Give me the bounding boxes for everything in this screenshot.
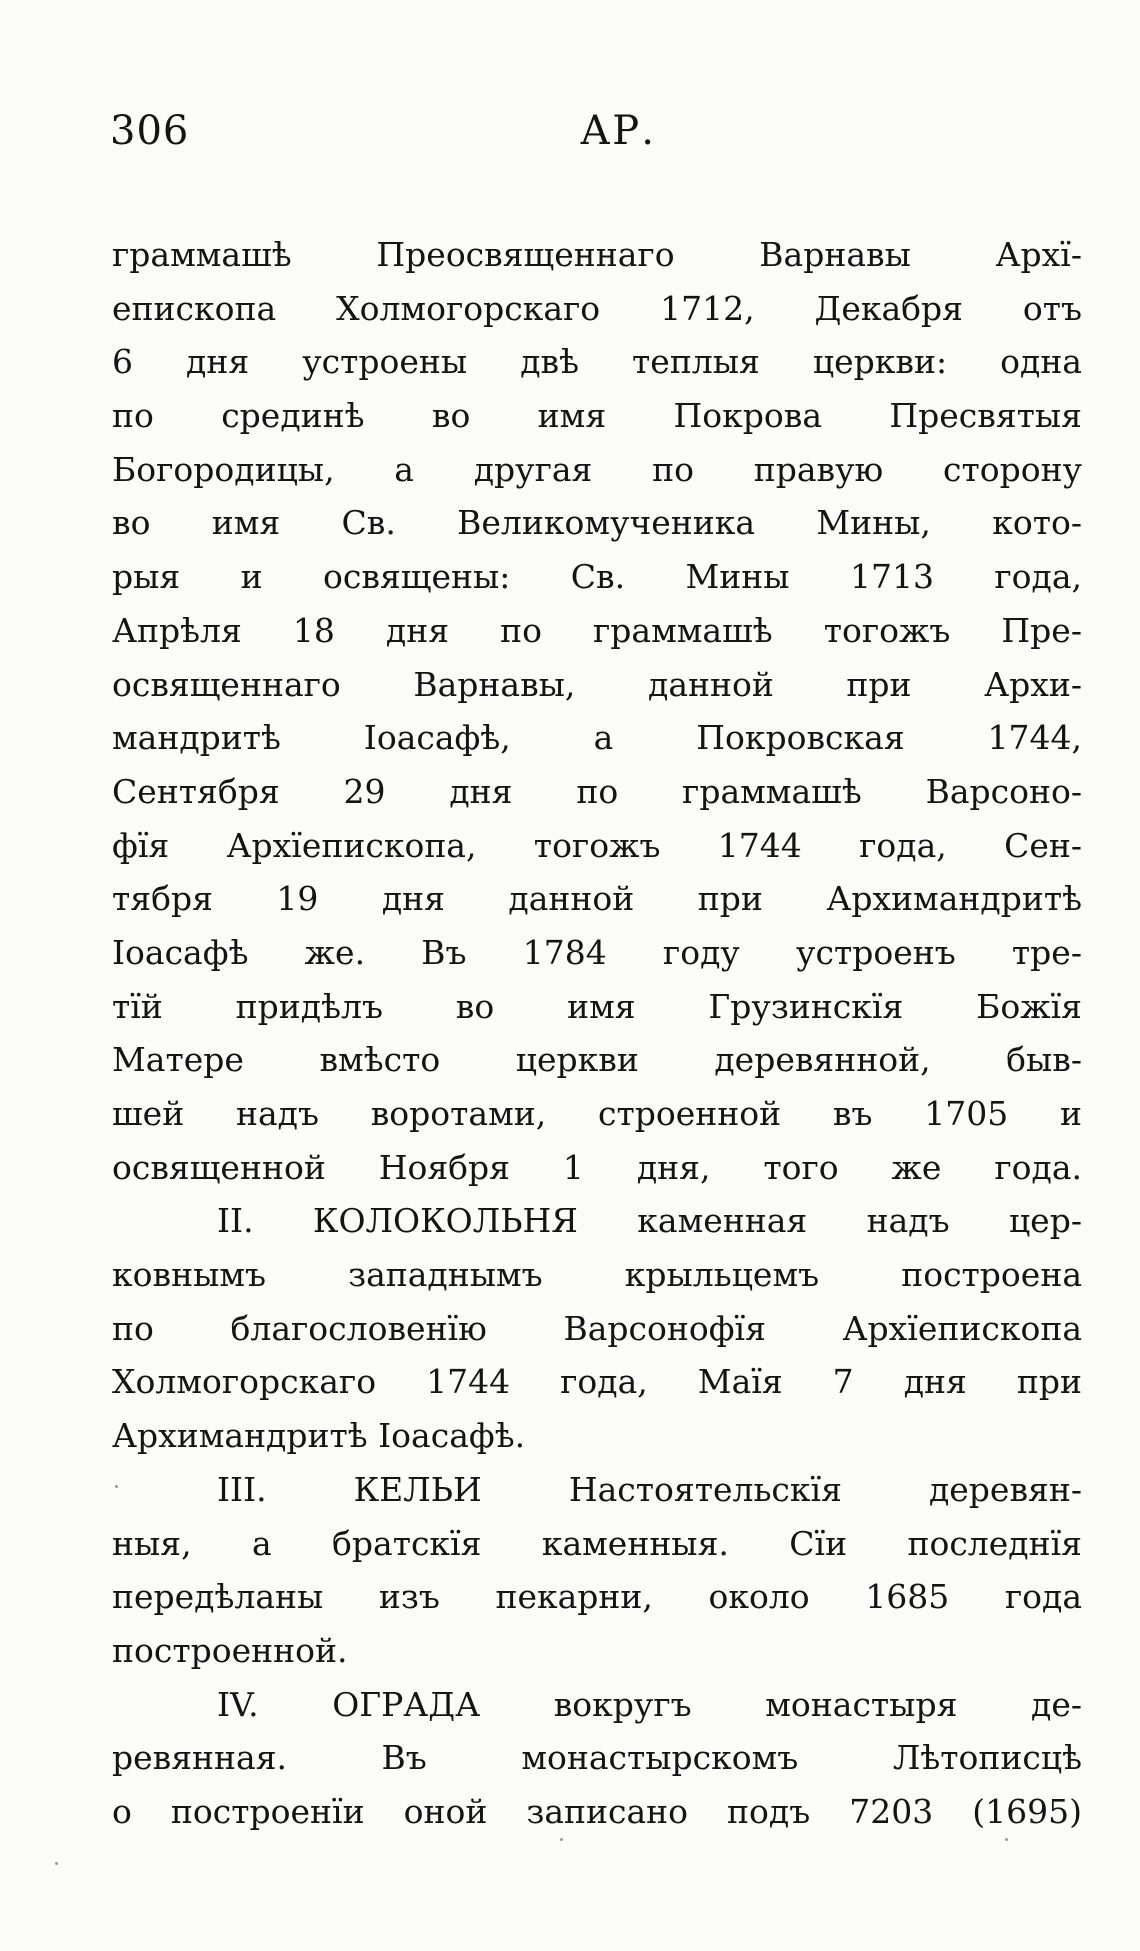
text-line: рыя и освящены: Св. Мины 1713 года, <box>112 557 1082 597</box>
text-line: Сентября 29 дня по граммашѣ Варсоно- <box>112 771 1082 811</box>
text-line: ныя, а братскїя каменныя. Сїи последнїя <box>112 1523 1082 1563</box>
page-number: 306 <box>110 108 190 154</box>
text-line: тїй придѣлъ во имя Грузинскїя Божїя <box>112 986 1082 1026</box>
text-line: епископа Холмогорскаго 1712, Декабря отъ <box>112 288 1082 328</box>
text-line: 6 дня устроены двѣ теплыя церкви: одна <box>112 342 1082 382</box>
text-line: о построенїи оной записано подъ 7203 (1695) <box>112 1791 1082 1831</box>
text-line: Архимандритѣ Іоасафѣ. <box>112 1416 526 1456</box>
text-line: фїя Архїепископа, тогожъ 1744 года, Сен- <box>112 825 1082 865</box>
text-line: по благословенїю Варсонофїя Архїепископа <box>112 1308 1082 1348</box>
text-line: граммашѣ Преосвященнаго Варнавы Архї- <box>112 235 1082 274</box>
paper-speck <box>115 1485 118 1488</box>
text-line: Холмогорскаго 1744 года, Маїя 7 дня при <box>112 1362 1082 1402</box>
text-line: шей надъ воротами, строенной въ 1705 и <box>112 1094 1082 1133</box>
page-header <box>110 108 1075 168</box>
text-line: ковнымъ западнымъ крыльцемъ построена <box>112 1255 1082 1295</box>
paper-speck <box>55 1862 58 1865</box>
text-line: Апрѣля 18 дня по граммашѣ тогожъ Пре- <box>112 610 1082 650</box>
text-line: мандритѣ Іоасафѣ, а Покровская 1744, <box>112 718 1082 758</box>
section-heading-line: IV. ОГРАДА вокругъ монастыря де- <box>217 1684 1082 1724</box>
section-heading-line: II. КОЛОКОЛЬНЯ каменная надъ цер- <box>217 1201 1082 1241</box>
paper-speck <box>560 1838 563 1841</box>
body-text <box>112 228 1082 1839</box>
text-line: ревянная. Въ монастырскомъ Лѣтописцѣ <box>112 1738 1082 1778</box>
section-heading-line: III. КЕЛЬИ Настоятельскїя деревян- <box>217 1469 1082 1509</box>
paper-speck <box>1005 1838 1008 1841</box>
text-line: Матере вмѣсто церкви деревянной, быв- <box>112 1040 1082 1080</box>
text-line: во имя Св. Великомученика Мины, кото- <box>112 503 1082 543</box>
text-line: передѣланы изъ пекарни, около 1685 года <box>112 1577 1082 1617</box>
text-line: тября 19 дня данной при Архимандритѣ <box>112 879 1082 919</box>
text-line: Іоасафѣ же. Въ 1784 году устроенъ тре- <box>112 932 1082 972</box>
running-head: АР. <box>580 108 656 154</box>
text-line: Богородицы, а другая по правую сторону <box>112 449 1082 489</box>
text-line: построенной. <box>112 1630 348 1670</box>
text-line: освященной Ноября 1 дня, того же года. <box>112 1147 1082 1187</box>
text-line: освященнаго Варнавы, данной при Архи- <box>112 664 1082 704</box>
text-line: по срединѣ во имя Покрова Пресвятыя <box>112 396 1082 436</box>
